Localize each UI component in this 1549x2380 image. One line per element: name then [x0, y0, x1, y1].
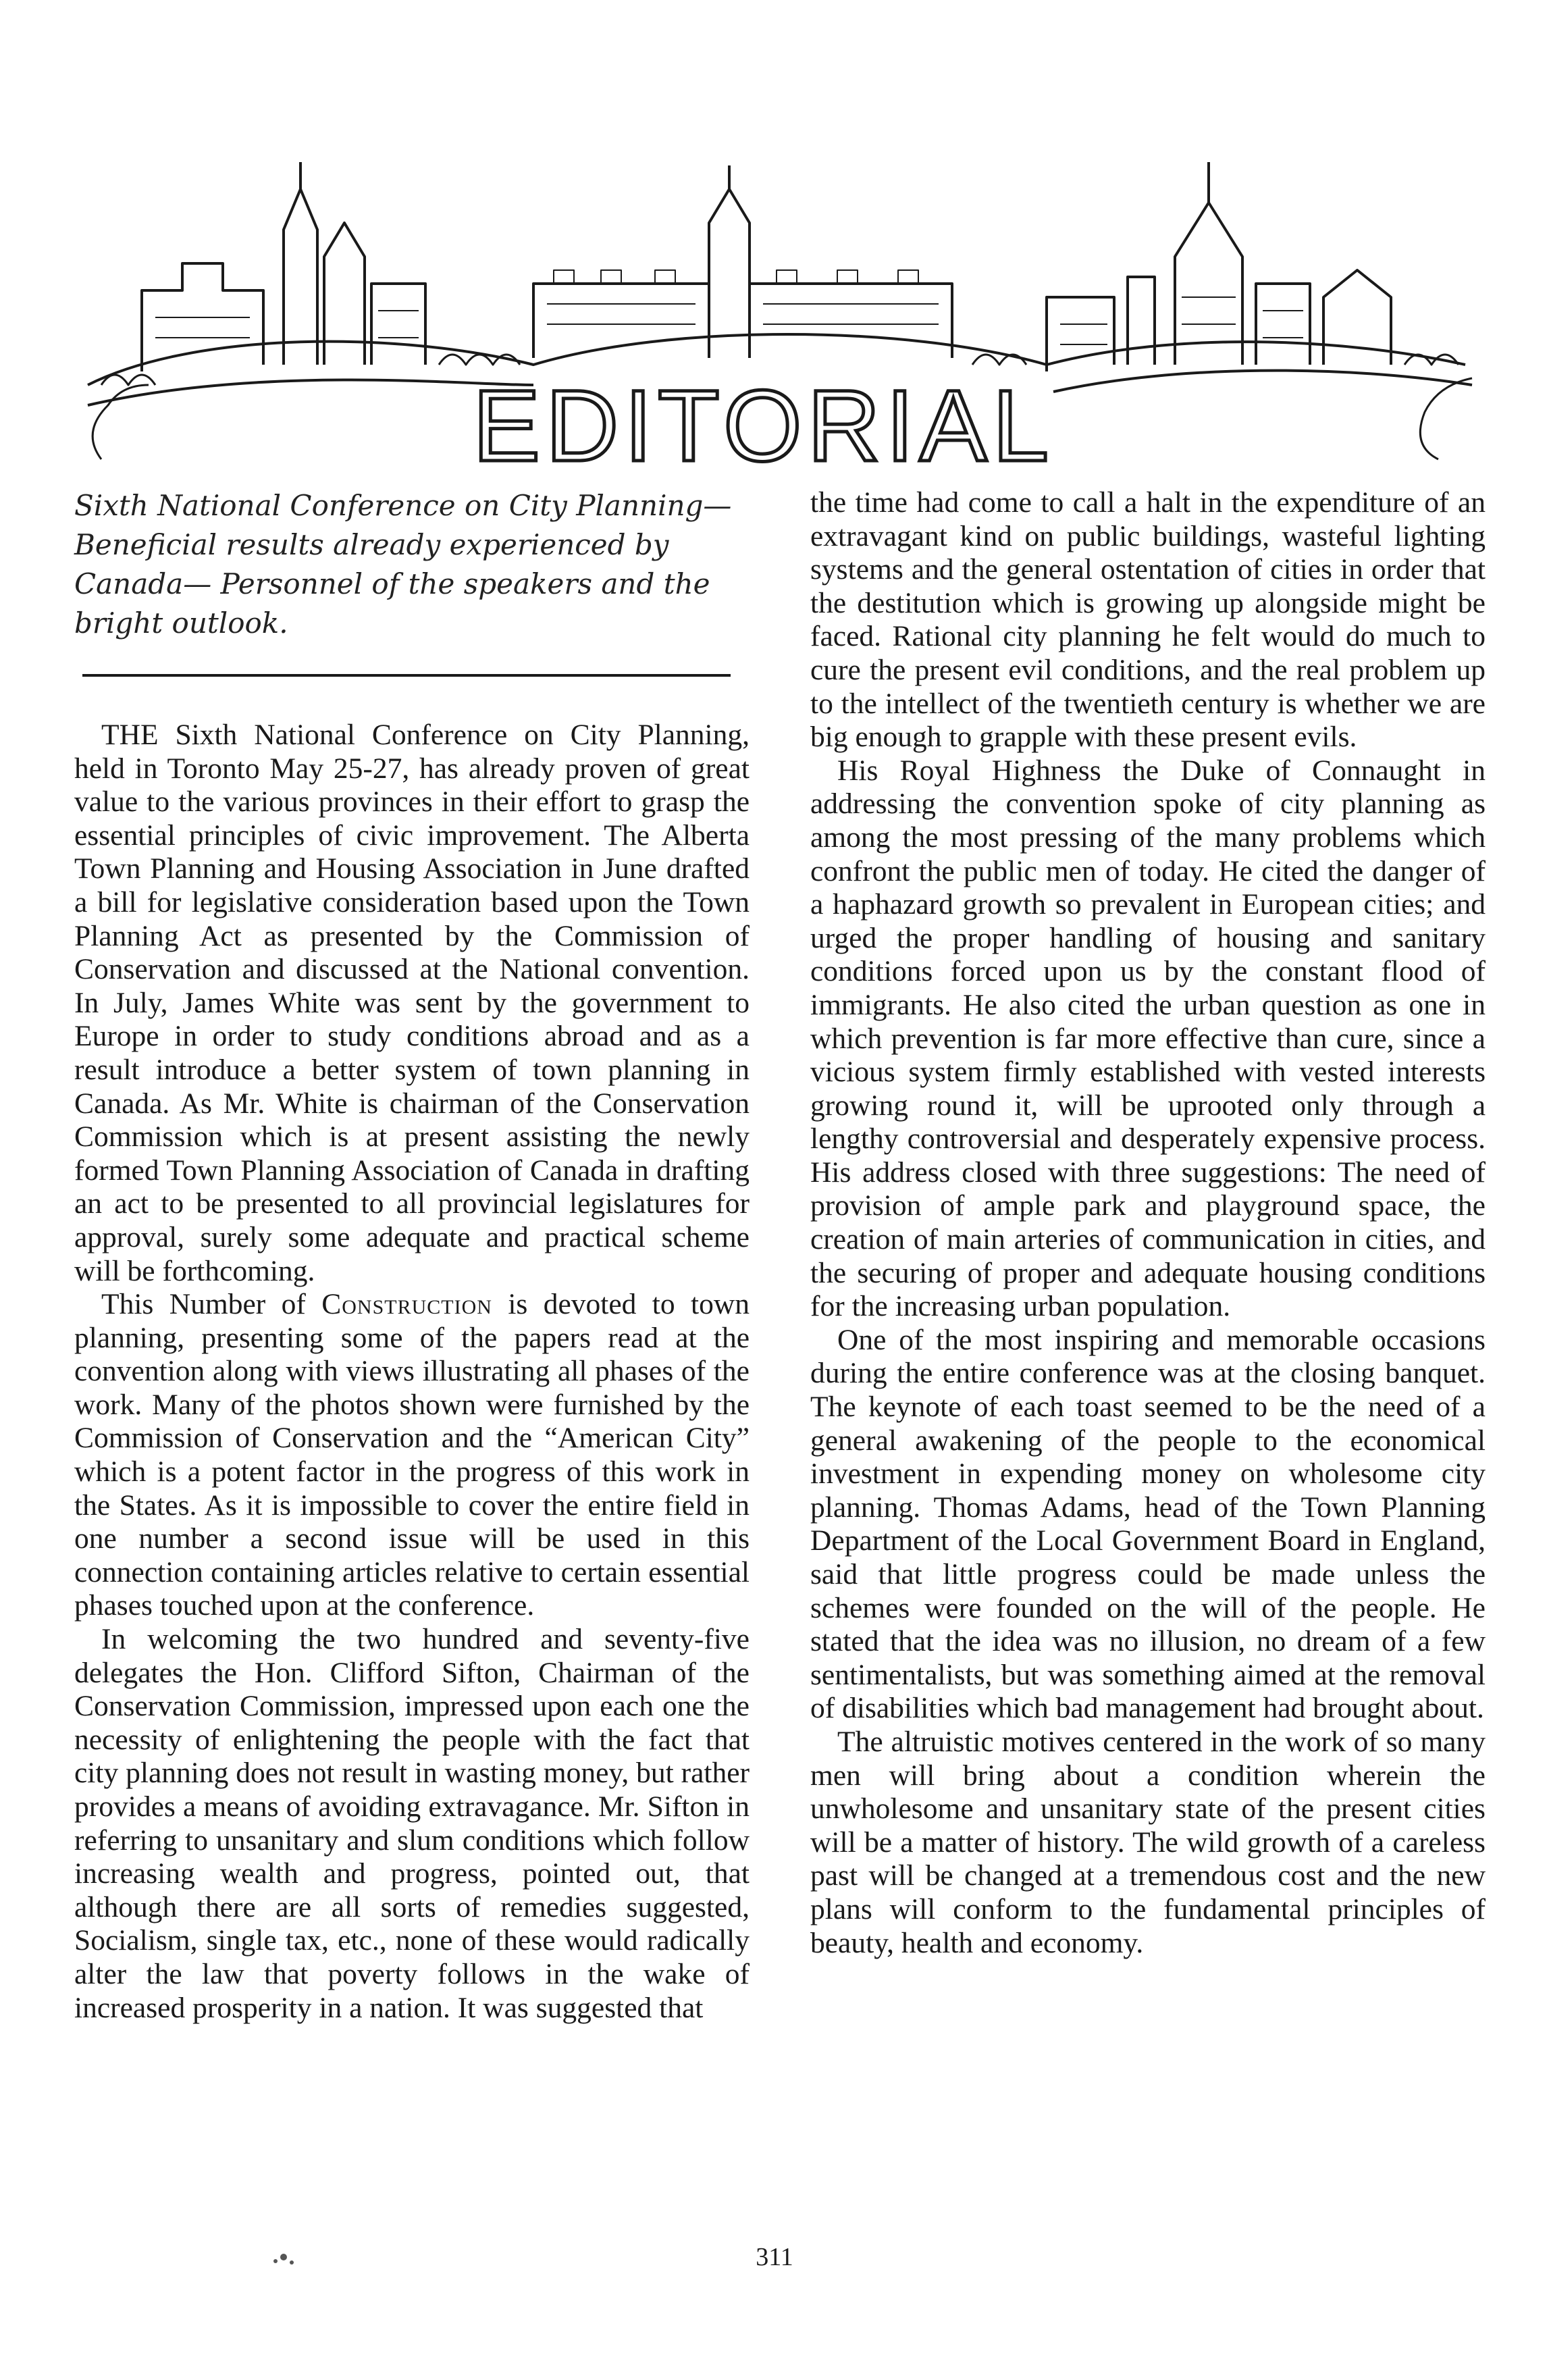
paragraph-text: In welcoming the two hundred and seventy-five delegates the Hon. Clifford Sifton, Chairman of the Conservation Commission, impressed upon each one the necessity of enlightening the people with the fact that city planning does not result in wasting money, but rather provides a means of avoiding extravagance. Mr. Sifton in referring to unsanitary and slum conditions which follow increasing wealth and progress, pointed out, that although there are all sorts of remedies suggested, Socialism, single tax, etc., none of these would radically alter the law that poverty follows in the wake of increased prosperity in a nation. It was suggested that — [74, 1623, 750, 2024]
paragraph — [810, 1726, 1486, 1960]
paragraph — [74, 1623, 750, 2025]
left-column-body — [74, 719, 750, 2025]
subhead: Sixth National Conference on City Planning— Beneficial results already experienced by Canada— Personnel of the speakers and the bright outlook. — [74, 489, 732, 640]
paragraph — [74, 1288, 750, 1623]
publication-name: Construction — [321, 1288, 492, 1321]
left-column — [74, 486, 750, 2025]
paragraph — [810, 1324, 1486, 1726]
paragraph — [810, 754, 1486, 1324]
paragraph-text: This Number of — [101, 1288, 322, 1321]
right-column-body — [810, 486, 1486, 1960]
paragraph-text: The altruistic motives centered in the work of so many men will bring about a condition wherein the unwholesome and unsanitary state of the present cities will be a matter of history. The wild growth of a careless past will be changed at a tremendous cost and the new plans will conform to the fundamental principles of beauty, health and economy. — [810, 1725, 1486, 1959]
paragraph — [810, 486, 1486, 754]
paragraph-text: is devoted to town planning, presenting some of the papers read at the convention along with views illustrating all phases of the work. Many of the photos shown were furnished by the Commission of Conservation and the “American City” which is a potent factor in the progress of this work in the States. As it is impossible to cover the entire field in one number a second issue will be used in this connection containing articles relative to certain essential phases touched upon at the conference. — [74, 1288, 750, 1622]
right-column — [810, 486, 1486, 1960]
masthead-title: EDITORIAL — [473, 369, 1055, 482]
library-stamp-icon — [270, 2249, 297, 2269]
page-number: 311 — [756, 2243, 793, 2271]
paragraph-text: One of the most inspiring and memorable occasions during the entire conference was at the closing banquet. The keynote of each toast seemed to be the need of a general awakening of the people to the economical investment in expending money on wholesome city planning. Thomas Adams, head of the Town Planning Department of the Local Government Board in England, said that little progress could be made unless the schemes were founded on the will of the people. He stated that the idea was no illusion, no dream of a few sentimentalists, but was something aimed at the removal of disabilities which bad management had brought about. — [810, 1323, 1486, 1725]
subhead-rule — [82, 674, 731, 677]
paragraph-text: the time had come to call a halt in the expenditure of an extravagant kind on public buildings, wasteful lighting systems and the general ostentation of cities in order that the destitution which is growing up alongside might be faced. Rational city planning he felt would do much to cure the present evil conditions, and the real problem up to the intellect of the twentieth century is whether we are big enough to grapple with these present evils. — [810, 486, 1486, 754]
paragraph-text: THE Sixth National Conference on City Planning, held in Toronto May 25-27, has already proven of great value to the various provinces in their effort to grasp the essential principles of civic improvement. The Alberta Town Planning and Housing Association in June drafted a bill for legislative consideration based upon the Town Planning Act as presented by the Commission of Conservation and discussed at the National convention. In July, James White was sent by the government to Europe in order to study conditions abroad and as a result introduce a better system of town planning in Canada. As Mr. White is chairman of the Conservation Commission which is at present assisting the newly formed Town Planning Association of Canada in drafting an act to be presented to all provincial legislatures for approval, surely some adequate and practical scheme will be forthcoming. — [74, 719, 750, 1287]
paragraph-text: His Royal Highness the Duke of Connaught in addressing the convention spoke of city planning as among the most pressing of the many problems which confront the public men of today. He cited the danger of a haphazard growth so prevalent in European cities; and urged the proper handling of housing and sanitary conditions forced upon us by the constant flood of immigrants. He also cited the urban question as one in which prevention is far more effective than cure, since a vicious system firmly established with vested interests growing round it, will be uprooted only through a lengthy controversial and desperately expensive process. His address closed with three suggestions: The need of provision of ample park and playground space, the creation of main arteries of communication in cities, and the securing of proper and adequate housing conditions for the increasing urban population. — [810, 754, 1486, 1323]
paragraph — [74, 719, 750, 1288]
